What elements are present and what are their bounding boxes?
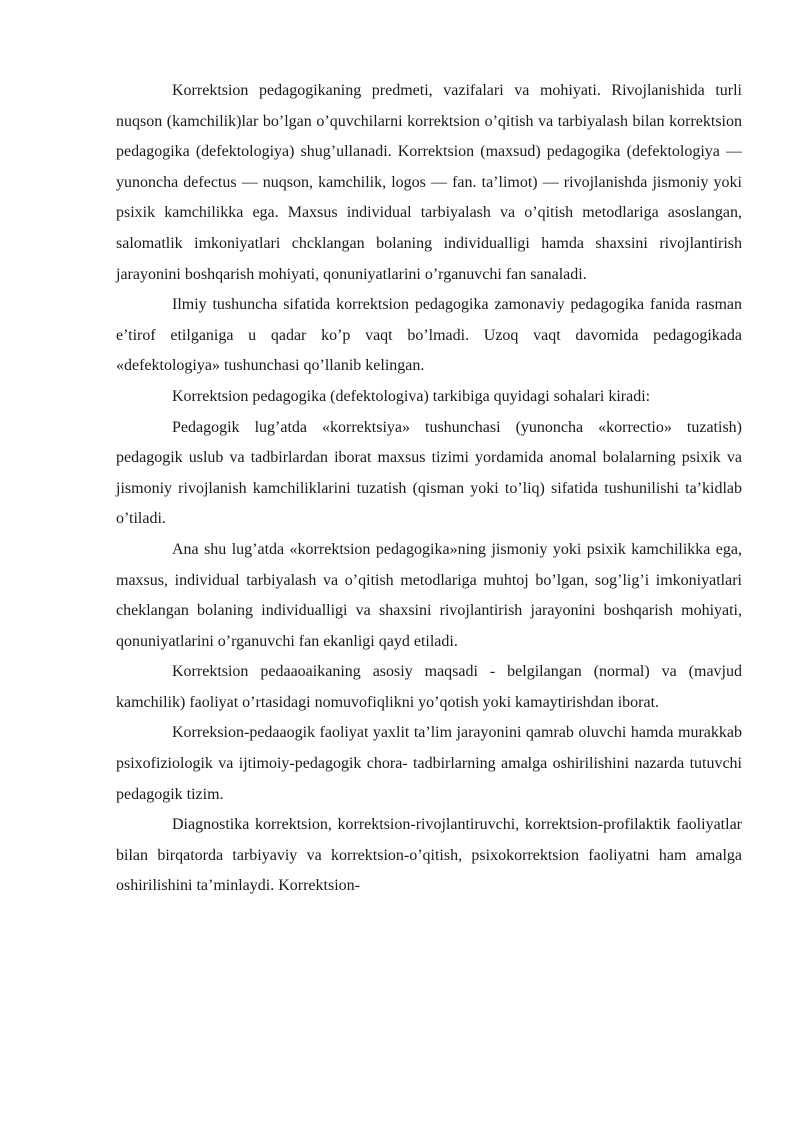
paragraph-subject: Korrektsion pedagogikaning predmeti, vazifalari va mohiyati. Rivojlanishida turli nuqson (kamchilik)lar bo’lgan o’quvchilarni korrektsion o’qitish va tarbiyalash bilan korrektsion pedagogika (defektologiya) shug’ullanadi. Korrektsion (maxsud) pedagogika (defektologiya — yunoncha defectus — nuqson, kamchilik, logos — fan. ta’limot) — rivojlanishda jismoniy yoki psixik kamchilikka ega. Maxsus individual tarbiyalash va o’qitish metodlariga asoslangan, salomatlik imkoniyatlari chcklangan bolaning individualligi hamda shaxsini rivojlantirish jarayonini boshqarish mohiyati, qonuniyatlarini o’rganuvchi fan sanaladi. (116, 82, 742, 283)
paragraph-activity-system: Korreksion-pedaaogik faoliyat yaxlit ta’lim jarayonini qamrab oluvchi hamda murakkab psixofiziologik va ijtimoiy-pedagogik chora- tadbirlarning amalga oshirilishini nazarda tutuvchi pedagogik tizim. (116, 724, 742, 803)
paragraph-branches: Korrektsion pedagogika (defektologiva) tarkibiga quyidagi sohalari kiradi: (172, 387, 651, 405)
paragraph-dictionary-pedagogy: Ana shu lug’atda «korrektsion pedagogika»ning jismoniy yoki psixik kamchilikka ega, maxsus, individual tarbiyalash va o’qitish metodlariga muhtoj bo’lgan, sog’lig’i imkoniyatlari cheklangan bolaning individualligi va shaxsini rivojlantirish jarayonini boshqarish mohiyati, qonuniyatlarini o’rganuvchi fan ekanligi qayd etiladi. (116, 540, 742, 650)
paragraph-diagnostics: Diagnostika korrektsion, korrektsion-rivojlantiruvchi, korrektsion-profilaktik faoliyatlar bilan birqatorda tarbiyaviy va korrektsion-o’qitish, psixokorrektsion faoliyatni ham amalga oshirilishini ta’minlaydi. Korrektsion- (116, 816, 742, 895)
paragraph-dictionary-correction: Pedagogik lug’atda «korrektsiya» tushunchasi (yunoncha «korrectio» tuzatish) pedagogik uslub va tadbirlardan iborat maxsus tizimi yordamida anomal bolalarning psixik va jismoniy rivojlanish kamchiliklarini tuzatish (qisman yoki to’liq) sifatida tushunilishi ta’kidlab o’tiladi. (116, 418, 742, 528)
paragraph-scientific-concept: Ilmiy tushuncha sifatida korrektsion pedagogika zamonaviy pedagogika fanida rasman e’tirof etilganiga u qadar ko’p vaqt bo’lmadi. Uzoq vaqt davomida pedagogikada «defektologiya» tushunchasi qo’llanib kelingan. (116, 296, 742, 375)
document-page (116, 76, 742, 902)
paragraph-main-goal: Korrektsion pedaaoaikaning asosiy maqsadi - belgilangan (normal) va (mavjud kamchilik) faoliyat o’rtasidagi nomuvofiqlikni yo’qotish yoki kamaytirishdan iborat. (116, 663, 742, 711)
